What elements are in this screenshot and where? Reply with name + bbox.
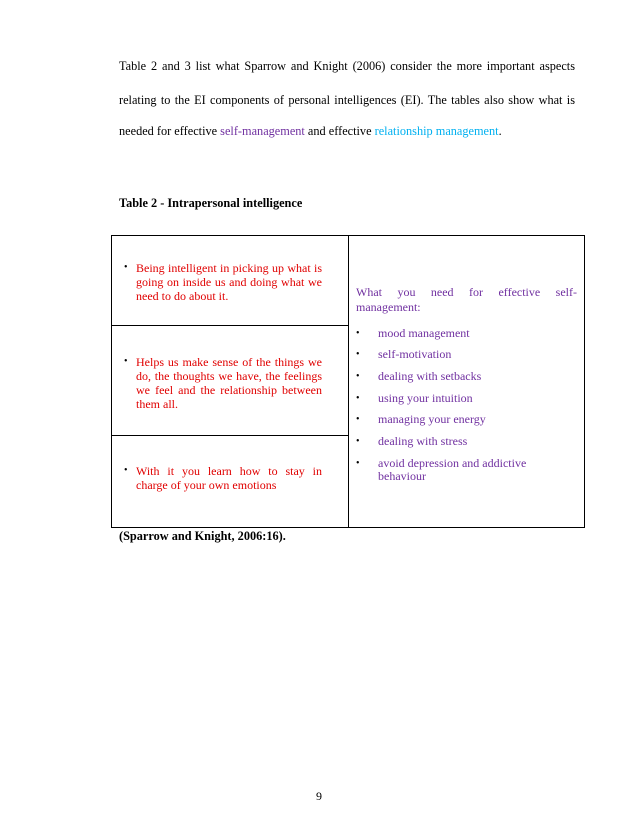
bullet-icon: •	[124, 262, 128, 273]
need-text: mood management	[378, 326, 470, 340]
bullet-icon: •	[356, 393, 360, 404]
need-text: using your intuition	[378, 391, 473, 405]
bullet-icon: •	[356, 436, 360, 447]
bullet-icon: •	[124, 465, 128, 476]
table-left-column	[112, 236, 349, 527]
list-item	[356, 326, 568, 340]
list-item	[124, 261, 322, 303]
bullet-icon: •	[356, 349, 360, 360]
list-item	[356, 456, 568, 483]
list-item	[124, 355, 322, 411]
need-text: avoid depression and addictive behaviour	[378, 456, 527, 483]
need-text: self-motivation	[378, 347, 452, 361]
table-cell	[112, 436, 348, 527]
page-number: 9	[316, 789, 322, 803]
intro-line-3-mid: and effective	[304, 124, 375, 138]
intro-line-3-start: needed for effective	[119, 124, 221, 138]
intrapersonal-table	[111, 235, 585, 528]
list-item	[356, 369, 568, 383]
list-item	[356, 347, 568, 361]
table-title: Table 2 - Intrapersonal intelligence	[119, 196, 303, 210]
intro-line-3-end: .	[498, 124, 502, 138]
relationship-management-term: relationship management	[374, 124, 499, 138]
left-item-text: Being intelligent in picking up what is going on inside us and doing what we need to do about it.	[136, 261, 322, 303]
left-item-text: Helps us make sense of the things we do, the thoughts we have, the feelings we feel and the relationship between them all.	[136, 355, 322, 411]
bullet-icon: •	[356, 414, 360, 425]
bullet-icon: •	[356, 458, 360, 469]
bullet-icon: •	[124, 356, 128, 367]
table-source-citation: (Sparrow and Knight, 2006:16).	[119, 529, 286, 543]
table-right-column	[349, 236, 584, 527]
intro-line-3	[119, 124, 575, 138]
intro-line-2: relating to the EI components of personal intelligences (EI). The tables also show what is	[119, 93, 575, 107]
needs-heading-line-2: management:	[356, 300, 421, 314]
needs-heading-line-1: What you need for effective self-	[356, 285, 577, 299]
need-text: managing your energy	[378, 412, 486, 426]
list-item	[124, 464, 322, 492]
table-cell	[112, 236, 348, 326]
bullet-icon: •	[356, 371, 360, 382]
need-text: dealing with setbacks	[378, 369, 482, 383]
bullet-icon: •	[356, 328, 360, 339]
table-cell	[112, 326, 348, 436]
need-text: dealing with stress	[378, 434, 468, 448]
self-management-term: self-management	[220, 124, 305, 138]
list-item	[356, 434, 568, 448]
left-item-text: With it you learn how to stay in charge of your own emotions	[136, 464, 322, 492]
list-item	[356, 391, 568, 405]
intro-line-1: Table 2 and 3 list what Sparrow and Knight (2006) consider the more important aspects	[119, 59, 575, 73]
list-item	[356, 412, 568, 426]
